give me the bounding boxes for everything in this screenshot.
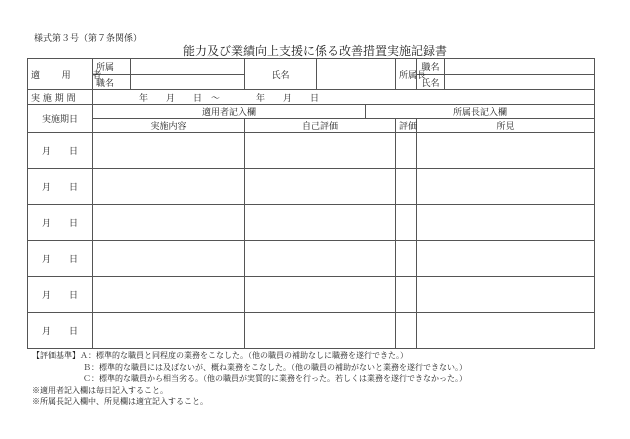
self-eval-cell[interactable]	[245, 241, 396, 277]
content-cell[interactable]	[93, 169, 245, 205]
opinion-column-header: 所見	[417, 119, 595, 133]
eval-cell[interactable]	[396, 133, 417, 169]
opinion-cell[interactable]	[417, 241, 595, 277]
content-cell[interactable]	[93, 241, 245, 277]
page-title: 能力及び業績向上支援に係る改善措置実施記録書	[182, 44, 447, 58]
dept-head-label: 所属長	[396, 59, 417, 90]
table-row	[28, 241, 595, 277]
table-row	[28, 169, 595, 205]
position-field[interactable]	[131, 75, 245, 90]
applicant-label: 適 用 者	[28, 59, 93, 90]
self-eval-cell[interactable]	[245, 313, 396, 349]
head-position-field[interactable]	[445, 59, 595, 75]
record-table	[27, 58, 595, 349]
eval-cell[interactable]	[396, 277, 417, 313]
affiliation-field[interactable]	[131, 59, 245, 75]
row-date: 月 日	[28, 313, 93, 349]
form-number: 様式第３号（第７条関係）	[34, 34, 143, 44]
row-date: 月 日	[28, 133, 93, 169]
row-date: 月 日	[28, 241, 93, 277]
name-label: 氏名	[245, 59, 317, 90]
self-eval-cell[interactable]	[245, 133, 396, 169]
date-column-header: 実施期日	[28, 105, 93, 133]
self-eval-cell[interactable]	[245, 205, 396, 241]
content-cell[interactable]	[93, 133, 245, 169]
notes-section	[32, 350, 467, 408]
self-eval-cell[interactable]	[245, 169, 396, 205]
table-row	[28, 133, 595, 169]
row-date: 月 日	[28, 169, 93, 205]
criteria-a: 【評価基準】Ａ：標準的な職員と同程度の業務をこなした。（他の職員の補助なしに職務を遂行できた。）	[32, 351, 408, 360]
row-date: 月 日	[28, 277, 93, 313]
position-label: 職名	[93, 75, 131, 90]
content-cell[interactable]	[93, 205, 245, 241]
criteria-c: Ｃ：標準的な職員から相当劣る。（他の職員が実質的に業務を行った。若しくは業務を遂行できなかった。）	[83, 374, 467, 384]
note-opinion-entry: ※所属長記入欄中、所見欄は適宜記入すること。	[32, 397, 208, 407]
period-field[interactable]: 年 月 日 〜 年 月 日	[93, 90, 595, 105]
content-cell[interactable]	[93, 313, 245, 349]
opinion-cell[interactable]	[417, 277, 595, 313]
eval-cell[interactable]	[396, 205, 417, 241]
content-column-header: 実施内容	[93, 119, 245, 133]
opinion-cell[interactable]	[417, 133, 595, 169]
head-name-field[interactable]	[445, 75, 595, 90]
table-row	[28, 277, 595, 313]
note-daily-entry: ※適用者記入欄は毎日記入すること。	[32, 385, 168, 395]
opinion-cell[interactable]	[417, 169, 595, 205]
eval-cell[interactable]	[396, 169, 417, 205]
name-field[interactable]	[317, 59, 396, 90]
eval-column-header: 評価	[396, 119, 417, 133]
self-eval-column-header: 自己評価	[245, 119, 396, 133]
opinion-cell[interactable]	[417, 313, 595, 349]
content-cell[interactable]	[93, 277, 245, 313]
eval-cell[interactable]	[396, 241, 417, 277]
head-position-label: 職名	[417, 59, 445, 75]
table-row	[28, 313, 595, 349]
self-eval-cell[interactable]	[245, 277, 396, 313]
head-section-header: 所属長記入欄	[366, 105, 595, 119]
eval-cell[interactable]	[396, 313, 417, 349]
head-name-label: 氏名	[417, 75, 445, 90]
opinion-cell[interactable]	[417, 205, 595, 241]
table-row	[28, 205, 595, 241]
applicant-section-header: 適用者記入欄	[93, 105, 366, 119]
affiliation-label: 所属	[93, 59, 131, 75]
criteria-b: Ｂ：標準的な職員には及ばないが、概ね業務をこなした。（他の職員の補助がないと業務を遂行できない。）	[83, 362, 467, 372]
row-date: 月 日	[28, 205, 93, 241]
period-label: 実 施 期 間	[28, 90, 93, 105]
